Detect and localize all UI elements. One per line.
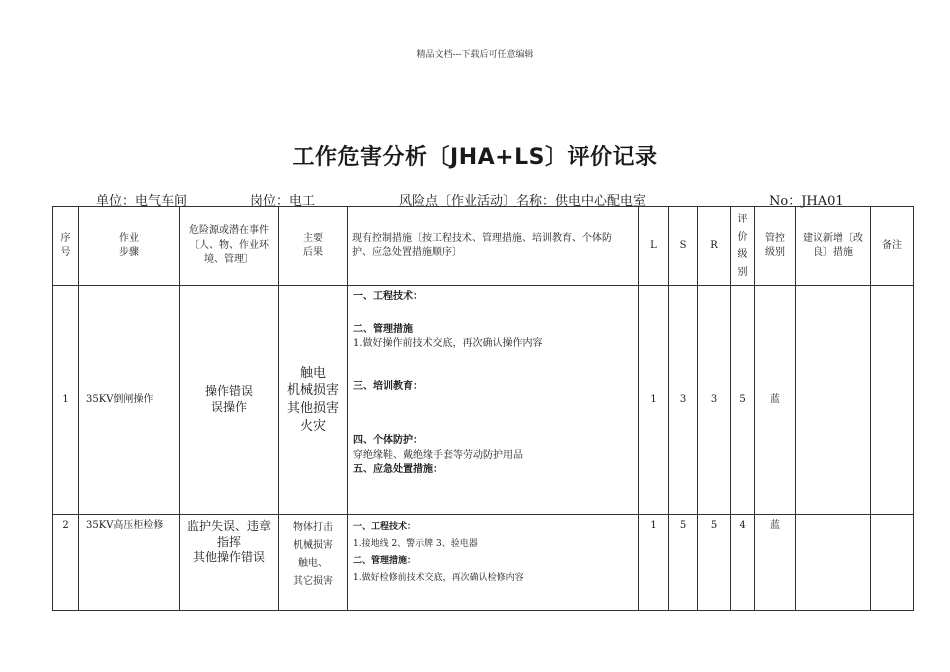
row1-level: 蓝 [755, 286, 796, 515]
row2-seq: 2 [53, 515, 79, 611]
header-r: R [698, 207, 731, 286]
row1-s: 3 [669, 286, 698, 515]
row2-level: 蓝 [755, 515, 796, 611]
row1-sec4: 四、个体防护： [353, 435, 423, 446]
row1-sec2: 二、管理措施 [353, 323, 413, 335]
row2-sec2: 二、管理措施： [353, 556, 417, 567]
row1-controls [348, 286, 639, 515]
jha-table [52, 206, 914, 611]
row2-remark [871, 515, 914, 611]
header-hazard-l3: 境、管理〕 [204, 254, 254, 266]
row2-consequence-1: 物体打击 [293, 522, 333, 533]
header-seq-l1: 序 [60, 232, 71, 244]
row1-hazard [180, 286, 279, 515]
header-controls-l2: 护、应急处置措施顺序〕 [352, 247, 462, 258]
row1-sec4-line: 穿绝缘鞋、戴绝缘手套等劳动防护用品 [353, 449, 523, 461]
row1-consequence-2: 机械损害 [286, 383, 339, 399]
row2-consequence-4: 其它损害 [293, 576, 333, 587]
header-grade-1: 评 [737, 214, 748, 225]
row2-sec1: 一、工程技术： [353, 522, 417, 532]
row2-r: 5 [698, 515, 731, 611]
header-control-level-l2: 级别 [765, 247, 785, 258]
row1-sec3: 三、培训教育： [353, 380, 423, 392]
row2-hazard [180, 515, 279, 611]
header-consequence-l1: 主要 [303, 232, 323, 244]
header-suggest-l1: 建议新增〔改 [803, 232, 863, 244]
row2-controls [348, 515, 639, 611]
header-hazard-l1: 危险源或潜在事件 [189, 225, 269, 237]
header-controls [348, 207, 639, 286]
header-grade-3: 级 [737, 249, 748, 260]
row2-consequence-3: 触电、 [298, 558, 328, 569]
header-step-l2: 步骤 [119, 247, 139, 258]
header-seq-l2: 号 [60, 247, 71, 258]
header-hazard-l2: 〔人、物、作业环 [189, 239, 269, 251]
info-post: 岗位：电工 [250, 194, 316, 209]
row2-hazard-3: 其他操作错误 [192, 550, 265, 565]
row1-consequence-1: 触电 [299, 365, 326, 381]
row1-consequence-4: 火灾 [299, 418, 326, 434]
table-row [53, 515, 914, 611]
watermark-header: 精品文档---下载后可任意编辑 [416, 50, 534, 60]
header-step-l1: 作业 [119, 232, 139, 244]
row1-grade: 5 [731, 286, 755, 515]
info-unit: 单位：电气车间 [96, 194, 188, 209]
header-control-level-l1: 管控 [765, 232, 785, 244]
table-header-row [53, 207, 914, 286]
header-suggest-l2: 良〕措施 [813, 247, 853, 258]
row1-sec1: 一、工程技术： [353, 291, 423, 302]
row1-step: 35KV倒闸操作 [79, 286, 180, 515]
row1-r: 3 [698, 286, 731, 515]
header-s: S [669, 207, 698, 286]
row1-l: 1 [639, 286, 669, 515]
row1-hazard-2: 误操作 [210, 400, 247, 414]
row2-l: 1 [639, 515, 669, 611]
header-grade-4: 别 [737, 266, 748, 278]
row1-suggest [796, 286, 871, 515]
row2-step: 35KV高压柜检修 [79, 515, 180, 611]
header-l: L [639, 207, 669, 286]
header-seq [53, 207, 79, 286]
header-grade-2: 价 [737, 231, 748, 243]
row1-consequence-3: 其他损害 [286, 401, 339, 416]
document-title: 工作危害分析〔JHA+LS〕评价记录 [292, 145, 658, 170]
row2-suggest [796, 515, 871, 611]
row2-grade: 4 [731, 515, 755, 611]
row1-sec5: 五、应急处置措施： [353, 464, 443, 475]
row1-hazard-1: 操作错误 [204, 384, 253, 399]
header-controls-l1: 现有控制措施〔按工程技术、管理措施、培训教育、个体防 [352, 232, 612, 244]
row1-seq: 1 [53, 286, 79, 515]
row2-sec1-line: 1.接地线 2、警示牌 3、验电器 [353, 539, 478, 550]
row2-consequence-2: 机械损害 [293, 540, 333, 551]
header-suggest [796, 207, 871, 286]
row1-sec2-line: 1.做好操作前技术交底，再次确认操作内容 [353, 338, 543, 349]
info-risk-point: 风险点〔作业活动〕名称：供电中心配电室 [399, 194, 647, 209]
header-remark: 备注 [871, 207, 914, 286]
row2-s: 5 [669, 515, 698, 611]
row2-sec2-line: 1.做好检修前技术交底，再次确认检修内容 [353, 573, 524, 584]
row2-hazard-1: 监护失误、违章 [186, 519, 271, 533]
header-grade [731, 207, 755, 286]
header-step [79, 207, 180, 286]
header-hazard [180, 207, 279, 286]
header-consequence-l2: 后果 [303, 247, 323, 258]
row2-consequence [279, 515, 348, 611]
row1-consequence [279, 286, 348, 515]
header-consequence [279, 207, 348, 286]
table-row [53, 286, 914, 515]
header-control-level [755, 207, 796, 286]
row2-hazard-2: 指挥 [216, 534, 241, 549]
row1-remark [871, 286, 914, 515]
info-number: No：JHA01 [769, 194, 844, 209]
